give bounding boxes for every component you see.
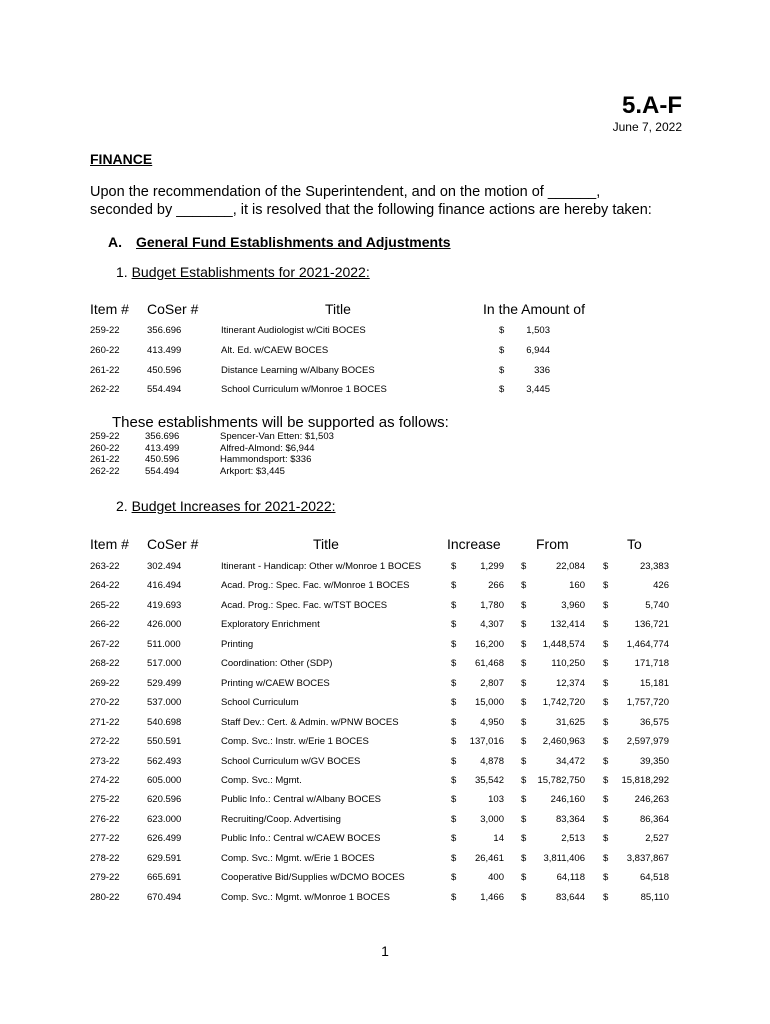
inc-from: 31,625: [555, 716, 585, 728]
support-text: Arkport: $3,445: [220, 465, 285, 477]
inc-from: 1,448,574: [542, 638, 585, 650]
inc-from: 3,960: [561, 599, 585, 611]
from-currency: $: [521, 561, 527, 572]
inc-item: 265-22: [90, 599, 120, 611]
page-number: 1: [381, 943, 389, 959]
from-currency: $: [521, 677, 527, 689]
inc-currency: $: [451, 580, 457, 592]
est-col-item: Item #: [90, 301, 129, 317]
resolution-line-1: Upon the recommendation of the Superintendent, and on the motion of ______,: [90, 184, 601, 200]
to-currency: $: [603, 872, 609, 884]
resolution-text: [90, 183, 652, 219]
from-currency: $: [521, 658, 527, 670]
inc-col-to: To: [627, 536, 642, 552]
inc-to: 3,837,867: [626, 852, 669, 864]
inc-coser: 670.494: [147, 891, 182, 903]
inc-item: 268-22: [90, 658, 120, 670]
inc-coser: 626.499: [147, 833, 182, 845]
inc-col-item: Item #: [90, 536, 129, 552]
inc-increase: 4,950: [480, 716, 504, 728]
inc-from: 3,811,406: [543, 852, 585, 864]
from-currency: $: [521, 599, 527, 611]
est-currency: $: [499, 384, 505, 395]
inc-item: 264-22: [90, 580, 120, 592]
inc-from: 22,084: [555, 561, 585, 572]
inc-coser: 605.000: [147, 774, 182, 786]
est-currency: $: [499, 325, 505, 336]
from-currency: $: [521, 813, 527, 825]
to-currency: $: [603, 561, 609, 572]
est-col-coser: CoSer #: [147, 301, 199, 317]
est-title: Itinerant Audiologist w/Citi BOCES: [221, 325, 366, 336]
to-currency: $: [603, 736, 609, 748]
to-currency: $: [603, 697, 609, 709]
inc-item: 271-22: [90, 716, 120, 728]
inc-currency: $: [451, 833, 457, 845]
inc-currency: $: [451, 619, 457, 631]
inc-to: 2,597,979: [626, 736, 669, 748]
inc-title: School Curriculum w/GV BOCES: [221, 755, 361, 767]
inc-increase: 3,000: [480, 813, 504, 825]
inc-from: 1,742,720: [542, 697, 585, 709]
inc-increase: 103: [488, 794, 504, 806]
est-coser: 356.696: [147, 325, 182, 336]
inc-from: 15,782,750: [537, 774, 585, 786]
est-item: 262-22: [90, 384, 120, 395]
inc-to: 39,350: [639, 755, 669, 767]
subsection-title: General Fund Establishments and Adjustments: [136, 234, 451, 250]
est-item: 259-22: [90, 325, 120, 336]
inc-increase: 1,466: [480, 891, 504, 903]
inc-currency: $: [451, 638, 457, 650]
to-currency: $: [603, 619, 609, 631]
inc-currency: $: [451, 561, 457, 572]
inc-from: 132,414: [550, 619, 585, 631]
increases-heading-text: Budget Increases for 2021-2022:: [131, 498, 336, 514]
from-currency: $: [521, 755, 527, 767]
inc-currency: $: [451, 813, 457, 825]
inc-to: 86,364: [639, 813, 669, 825]
inc-coser: 426.000: [147, 619, 182, 631]
inc-increase: 1,299: [480, 561, 504, 572]
inc-from: 246,160: [550, 794, 585, 806]
to-currency: $: [603, 677, 609, 689]
inc-to: 2,527: [645, 833, 669, 845]
est-item: 260-22: [90, 345, 120, 356]
inc-currency: $: [451, 872, 457, 884]
inc-title: Public Info.: Central w/CAEW BOCES: [221, 833, 381, 845]
inc-item: 267-22: [90, 638, 120, 650]
inc-increase: 14: [493, 833, 504, 845]
inc-item: 278-22: [90, 852, 120, 864]
inc-currency: $: [451, 852, 457, 864]
support-coser: 356.696: [145, 431, 180, 442]
from-currency: $: [521, 794, 527, 806]
inc-increase: 400: [488, 872, 504, 884]
inc-title: Printing w/CAEW BOCES: [221, 677, 330, 689]
inc-coser: 620.596: [147, 794, 182, 806]
inc-currency: $: [451, 658, 457, 670]
inc-coser: 529.499: [147, 677, 182, 689]
inc-item: 269-22: [90, 677, 120, 689]
inc-currency: $: [451, 736, 457, 748]
to-currency: $: [603, 774, 609, 786]
inc-col-increase: Increase: [447, 536, 501, 552]
inc-item: 272-22: [90, 736, 120, 748]
inc-currency: $: [451, 677, 457, 689]
inc-currency: $: [451, 599, 457, 611]
inc-title: School Curriculum: [221, 697, 299, 709]
inc-col-title: Title: [313, 536, 339, 552]
inc-coser: 629.591: [147, 852, 182, 864]
inc-to: 136,721: [634, 619, 669, 631]
inc-coser: 302.494: [147, 561, 182, 572]
inc-col-from: From: [536, 536, 569, 552]
from-currency: $: [521, 638, 527, 650]
subsection-letter: A.: [108, 234, 122, 250]
inc-title: Comp. Svc.: Mgmt. w/Erie 1 BOCES: [221, 852, 375, 864]
from-currency: $: [521, 872, 527, 884]
est-coser: 554.494: [147, 384, 182, 395]
inc-title: Public Info.: Central w/Albany BOCES: [221, 794, 381, 806]
inc-coser: 517.000: [147, 658, 182, 670]
est-coser: 450.596: [147, 365, 182, 376]
inc-title: Itinerant - Handicap: Other w/Monroe 1 BOCES: [221, 561, 422, 572]
establishments-heading-text: Budget Establishments for 2021-2022:: [131, 264, 370, 280]
inc-item: 280-22: [90, 891, 120, 903]
inc-coser: 562.493: [147, 755, 182, 767]
est-currency: $: [499, 345, 505, 356]
to-currency: $: [603, 813, 609, 825]
inc-title: Comp. Svc.: Mgmt.: [221, 774, 302, 786]
inc-coser: 419.693: [147, 599, 182, 611]
est-amount: 6,944: [526, 345, 550, 356]
inc-increase: 4,307: [480, 619, 504, 631]
inc-currency: $: [451, 755, 457, 767]
inc-increase: 4,878: [480, 755, 504, 767]
support-coser: 554.494: [145, 465, 180, 477]
support-coser: 450.596: [145, 454, 180, 465]
est-col-amount: In the Amount of: [483, 301, 585, 317]
to-currency: $: [603, 638, 609, 650]
to-currency: $: [603, 599, 609, 611]
support-text: Alfred-Almond: $6,944: [220, 442, 315, 454]
inc-title: Coordination: Other (SDP): [221, 658, 333, 670]
inc-coser: 416.494: [147, 580, 182, 592]
inc-col-coser: CoSer #: [147, 536, 199, 552]
est-title: Alt. Ed. w/CAEW BOCES: [221, 345, 329, 356]
inc-item: 263-22: [90, 561, 120, 572]
inc-item: 275-22: [90, 794, 120, 806]
inc-item: 277-22: [90, 833, 120, 845]
to-currency: $: [603, 658, 609, 670]
resolution-line-2: seconded by _______, it is resolved that the following finance actions are hereby taken:: [90, 202, 652, 218]
inc-to: 1,464,774: [626, 638, 669, 650]
inc-coser: 550.591: [147, 736, 182, 748]
support-item: 262-22: [90, 465, 120, 477]
from-currency: $: [521, 852, 527, 864]
inc-title: Staff Dev.: Cert. & Admin. w/PNW BOCES: [221, 716, 399, 728]
support-text: Spencer-Van Etten: $1,503: [220, 431, 334, 442]
inc-increase: 2,807: [480, 677, 504, 689]
inc-to: 171,718: [634, 658, 669, 670]
establishments-heading-number: 1.: [116, 264, 128, 280]
inc-from: 83,644: [555, 891, 585, 903]
from-currency: $: [521, 774, 527, 786]
inc-to: 15,181: [639, 677, 669, 689]
document-id: 5.A-F: [622, 92, 682, 119]
inc-to: 36,575: [639, 716, 669, 728]
inc-from: 12,374: [555, 677, 585, 689]
inc-from: 2,513: [561, 833, 585, 845]
inc-currency: $: [451, 697, 457, 709]
inc-to: 23,383: [639, 561, 669, 572]
inc-from: 160: [569, 580, 585, 592]
inc-from: 64,118: [556, 872, 585, 884]
est-amount: 336: [534, 365, 550, 376]
inc-to: 85,110: [640, 891, 669, 903]
increases-heading-number: 2.: [116, 498, 128, 514]
inc-increase: 16,200: [474, 638, 504, 650]
inc-from: 110,250: [551, 658, 585, 670]
inc-item: 273-22: [90, 755, 120, 767]
inc-increase: 137,016: [469, 736, 504, 748]
inc-currency: $: [451, 891, 457, 903]
inc-to: 5,740: [645, 599, 669, 611]
from-currency: $: [521, 580, 527, 592]
inc-increase: 1,780: [480, 599, 504, 611]
inc-title: Comp. Svc.: Mgmt. w/Monroe 1 BOCES: [221, 891, 390, 903]
from-currency: $: [521, 833, 527, 845]
section-title: FINANCE: [90, 151, 153, 167]
est-currency: $: [499, 365, 505, 376]
inc-coser: 623.000: [147, 813, 182, 825]
est-title: Distance Learning w/Albany BOCES: [221, 365, 375, 376]
inc-item: 270-22: [90, 697, 120, 709]
inc-to: 246,263: [634, 794, 669, 806]
inc-increase: 26,461: [474, 852, 504, 864]
inc-item: 274-22: [90, 774, 120, 786]
inc-item: 279-22: [90, 872, 120, 884]
inc-item: 276-22: [90, 813, 120, 825]
support-item: 259-22: [90, 431, 120, 442]
inc-title: Exploratory Enrichment: [221, 619, 320, 631]
inc-to: 15,818,292: [621, 774, 669, 786]
support-heading: These establishments will be supported as follows:: [112, 414, 449, 431]
increases-heading: [116, 498, 336, 514]
inc-increase: 35,542: [474, 774, 504, 786]
est-title: School Curriculum w/Monroe 1 BOCES: [221, 384, 387, 395]
est-col-title: Title: [325, 301, 351, 317]
inc-from: 34,472: [555, 755, 585, 767]
inc-increase: 61,468: [474, 658, 504, 670]
from-currency: $: [521, 716, 527, 728]
inc-currency: $: [451, 716, 457, 728]
to-currency: $: [603, 833, 609, 845]
inc-increase: 15,000: [474, 697, 504, 709]
inc-from: 2,460,963: [542, 736, 585, 748]
inc-item: 266-22: [90, 619, 120, 631]
to-currency: $: [603, 891, 609, 903]
support-item: 261-22: [90, 454, 120, 465]
est-amount: 1,503: [526, 325, 550, 336]
support-text: Hammondsport: $336: [220, 454, 312, 465]
inc-coser: 540.698: [147, 716, 182, 728]
inc-to: 64,518: [639, 872, 669, 884]
est-coser: 413.499: [147, 345, 182, 356]
from-currency: $: [521, 619, 527, 631]
inc-coser: 537.000: [147, 697, 182, 709]
inc-title: Comp. Svc.: Instr. w/Erie 1 BOCES: [221, 736, 369, 748]
subsection-a-heading: [108, 234, 451, 250]
inc-to: 1,757,720: [626, 697, 669, 709]
inc-title: Cooperative Bid/Supplies w/DCMO BOCES: [221, 872, 405, 884]
document-date: June 7, 2022: [612, 120, 682, 134]
inc-title: Recruiting/Coop. Advertising: [221, 813, 341, 825]
inc-coser: 511.000: [147, 638, 181, 650]
est-amount: 3,445: [526, 384, 550, 395]
inc-to: 426: [653, 580, 669, 592]
support-item: 260-22: [90, 442, 120, 454]
inc-coser: 665.691: [147, 872, 182, 884]
from-currency: $: [521, 697, 527, 709]
to-currency: $: [603, 794, 609, 806]
support-coser: 413.499: [145, 442, 180, 454]
inc-from: 83,364: [555, 813, 585, 825]
inc-increase: 266: [488, 580, 504, 592]
from-currency: $: [521, 891, 527, 903]
inc-title: Printing: [221, 638, 254, 650]
inc-title: Acad. Prog.: Spec. Fac. w/Monroe 1 BOCES: [221, 580, 410, 592]
inc-currency: $: [451, 794, 457, 806]
inc-title: Acad. Prog.: Spec. Fac. w/TST BOCES: [221, 599, 388, 611]
to-currency: $: [603, 852, 609, 864]
from-currency: $: [521, 736, 527, 748]
to-currency: $: [603, 716, 609, 728]
to-currency: $: [603, 580, 609, 592]
to-currency: $: [603, 755, 609, 767]
inc-currency: $: [451, 774, 457, 786]
establishments-heading: [116, 264, 370, 280]
est-item: 261-22: [90, 365, 120, 376]
